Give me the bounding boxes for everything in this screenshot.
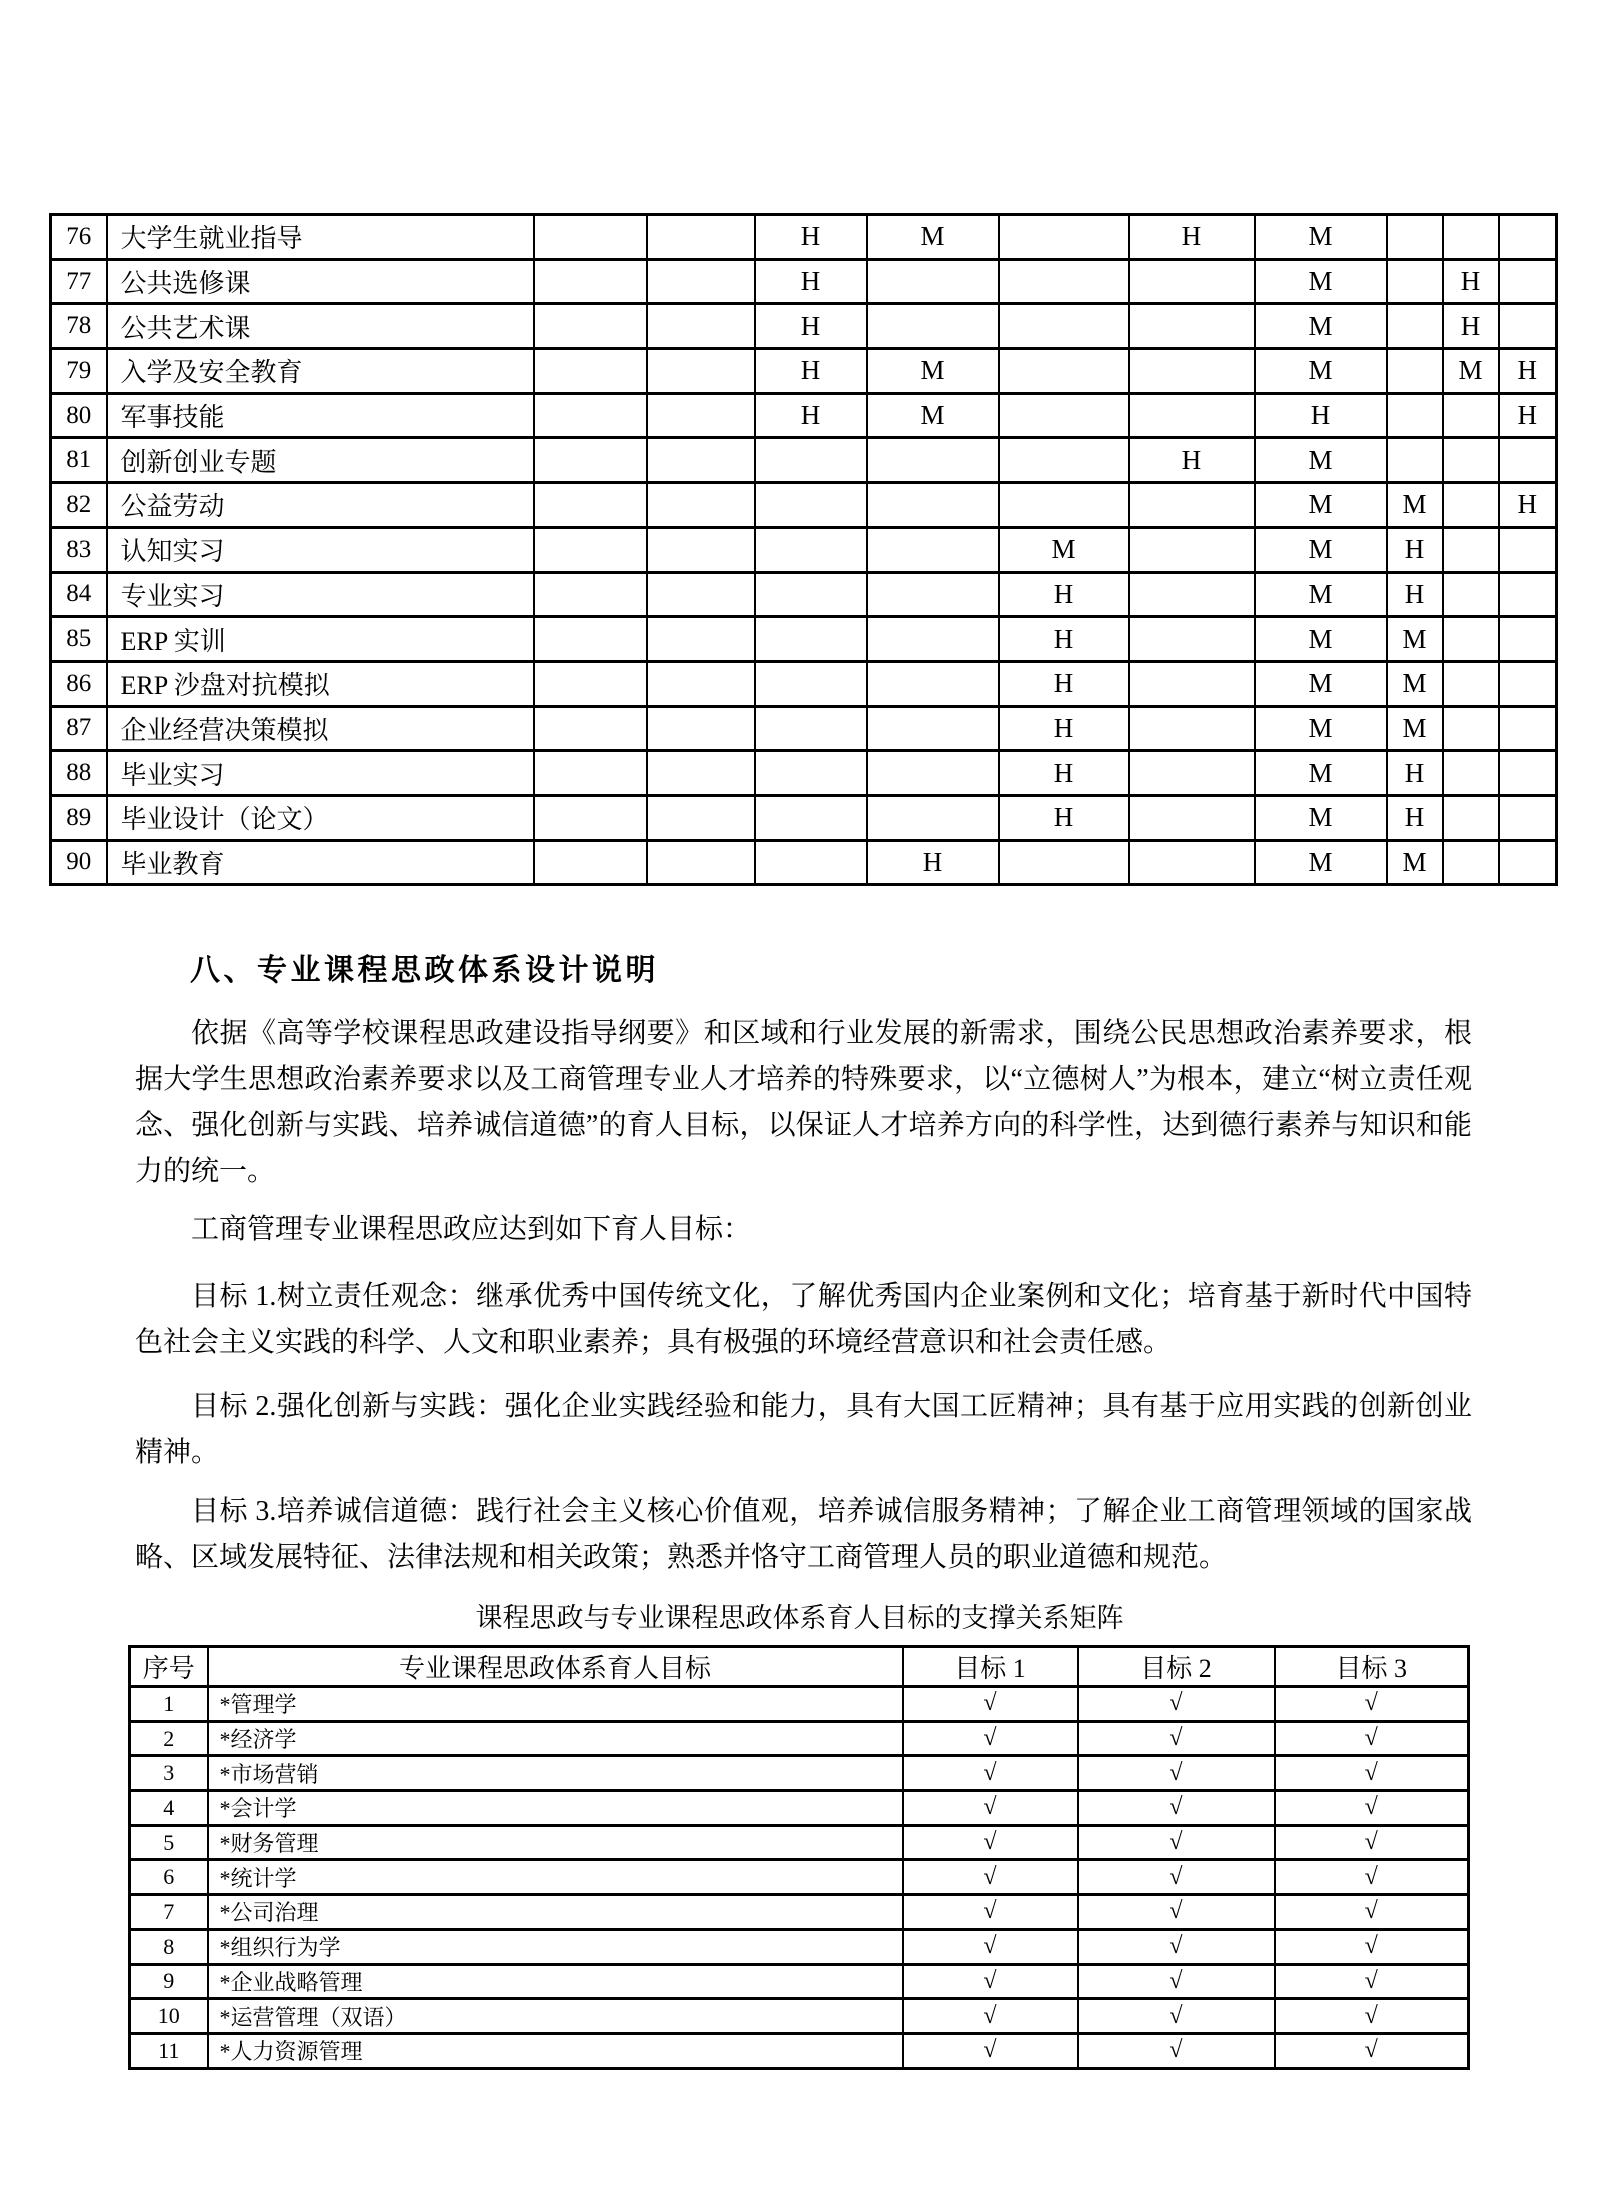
goal-check-cell: √ [1078, 1687, 1275, 1722]
support-level-cell [755, 483, 867, 528]
support-level-cell [1499, 527, 1557, 572]
support-level-cell [647, 527, 755, 572]
course-row [51, 751, 1557, 796]
course-name: 公共艺术课 [107, 304, 534, 349]
support-level-cell [1499, 751, 1557, 796]
support-level-cell: H [1387, 527, 1443, 572]
support-level-cell [1443, 527, 1499, 572]
goal-check-cell: √ [1078, 1999, 1275, 2034]
support-level-cell: M [1255, 706, 1387, 751]
support-level-cell [647, 661, 755, 706]
support-level-cell [755, 438, 867, 483]
support-level-cell [647, 259, 755, 304]
goal-check-cell: √ [1275, 1721, 1469, 1756]
support-level-cell: M [1255, 572, 1387, 617]
goal-check-cell: √ [1078, 1756, 1275, 1791]
support-level-cell: H [755, 393, 867, 438]
support-matrix-rows [130, 1687, 1469, 2069]
support-row [130, 1895, 1469, 1930]
support-level-cell [534, 527, 647, 572]
support-level-cell [534, 438, 647, 483]
course-name: *市场营销 [208, 1756, 903, 1791]
course-name: 专业实习 [107, 572, 534, 617]
support-level-cell: M [1255, 617, 1387, 662]
support-level-cell [534, 617, 647, 662]
goal-check-cell: √ [1078, 1964, 1275, 1999]
support-level-cell [534, 795, 647, 840]
support-level-cell [1499, 617, 1557, 662]
support-row [130, 1756, 1469, 1791]
support-level-cell [647, 840, 755, 885]
support-level-cell [647, 751, 755, 796]
goal-check-cell: √ [903, 1687, 1078, 1722]
course-number: 80 [51, 393, 107, 438]
header-goal-3: 目标 3 [1275, 1647, 1469, 1687]
course-name: 毕业设计（论文） [107, 795, 534, 840]
support-level-cell: H [999, 572, 1129, 617]
support-level-cell [534, 706, 647, 751]
goal-check-cell: √ [903, 1756, 1078, 1791]
support-row [130, 1999, 1469, 2034]
support-level-cell: M [1255, 215, 1387, 260]
support-level-cell: H [1443, 259, 1499, 304]
support-level-cell [1499, 259, 1557, 304]
support-level-cell [1129, 304, 1255, 349]
row-number: 3 [130, 1756, 208, 1791]
support-level-cell [867, 527, 999, 572]
support-level-cell: M [1387, 661, 1443, 706]
support-level-cell: M [1255, 751, 1387, 796]
support-level-cell [1129, 840, 1255, 885]
goal-check-cell: √ [1275, 1964, 1469, 1999]
goal-check-cell: √ [903, 1825, 1078, 1860]
course-name: 军事技能 [107, 393, 534, 438]
support-level-cell [1129, 572, 1255, 617]
support-level-cell: M [1255, 259, 1387, 304]
support-level-cell [1387, 304, 1443, 349]
support-level-cell [534, 259, 647, 304]
goal-check-cell: √ [1078, 1895, 1275, 1930]
support-level-cell [1443, 215, 1499, 260]
support-level-cell [1129, 259, 1255, 304]
support-level-cell [1387, 259, 1443, 304]
row-number: 10 [130, 1999, 208, 2034]
paragraph-goal-1: 目标 1.树立责任观念：继承优秀中国传统文化，了解优秀国内企业案例和文化；培育基于新时代中国特色社会主义实践的科学、人文和职业素养；具有极强的环境经营意识和社会责任感。 [135, 1281, 1472, 1358]
support-level-cell [1499, 706, 1557, 751]
support-level-cell [1129, 751, 1255, 796]
support-level-cell [1387, 215, 1443, 260]
course-name: *经济学 [208, 1721, 903, 1756]
support-level-cell: M [1255, 527, 1387, 572]
support-level-cell [867, 259, 999, 304]
support-level-cell: H [867, 840, 999, 885]
row-number: 6 [130, 1860, 208, 1895]
support-level-cell: H [999, 617, 1129, 662]
support-level-cell [755, 706, 867, 751]
course-row [51, 572, 1557, 617]
support-level-cell: H [755, 259, 867, 304]
support-level-cell [867, 795, 999, 840]
support-level-cell: H [1255, 393, 1387, 438]
course-number: 85 [51, 617, 107, 662]
support-level-cell [1443, 483, 1499, 528]
support-level-cell [755, 572, 867, 617]
support-level-cell: M [1255, 304, 1387, 349]
goal-check-cell: √ [903, 1721, 1078, 1756]
goal-check-cell: √ [1275, 1929, 1469, 1964]
support-level-cell [1129, 393, 1255, 438]
course-name: *企业战略管理 [208, 1964, 903, 1999]
support-level-cell [1443, 795, 1499, 840]
support-level-cell: M [1255, 795, 1387, 840]
support-level-cell [999, 304, 1129, 349]
course-number: 90 [51, 840, 107, 885]
support-level-cell: H [1499, 483, 1557, 528]
support-level-cell [1443, 438, 1499, 483]
course-name: 公益劳动 [107, 483, 534, 528]
course-name: 公共选修课 [107, 259, 534, 304]
support-level-cell: M [999, 527, 1129, 572]
paragraph-goals-intro: 工商管理专业课程思政应达到如下育人目标： [191, 1214, 752, 1245]
support-level-cell [867, 617, 999, 662]
support-row [130, 1721, 1469, 1756]
support-level-cell [755, 751, 867, 796]
row-number: 11 [130, 2033, 208, 2068]
support-level-cell: H [1387, 572, 1443, 617]
support-level-cell: H [1387, 751, 1443, 796]
support-level-cell [1499, 795, 1557, 840]
support-level-cell [647, 572, 755, 617]
course-number: 88 [51, 751, 107, 796]
section-body [135, 1011, 1472, 1581]
course-matrix-rows [51, 215, 1557, 885]
support-level-cell: H [999, 795, 1129, 840]
support-level-cell [534, 349, 647, 394]
support-level-cell: H [1499, 393, 1557, 438]
course-number: 83 [51, 527, 107, 572]
support-level-cell [647, 304, 755, 349]
goal-check-cell: √ [1078, 2033, 1275, 2068]
support-level-cell [1443, 751, 1499, 796]
goal-check-cell: √ [903, 1860, 1078, 1895]
course-name: 大学生就业指导 [107, 215, 534, 260]
support-level-cell [534, 751, 647, 796]
support-level-cell: H [999, 751, 1129, 796]
support-level-cell: H [1499, 349, 1557, 394]
support-level-cell: M [1387, 840, 1443, 885]
support-level-cell [534, 304, 647, 349]
course-number: 89 [51, 795, 107, 840]
support-level-cell [647, 483, 755, 528]
course-number: 86 [51, 661, 107, 706]
support-row [130, 2033, 1469, 2068]
course-ideology-matrix-table [49, 213, 1558, 886]
course-name: 入学及安全教育 [107, 349, 534, 394]
course-name: *会计学 [208, 1791, 903, 1826]
header-goal-2: 目标 2 [1078, 1647, 1275, 1687]
course-name: *财务管理 [208, 1825, 903, 1860]
support-level-cell [1499, 215, 1557, 260]
course-row [51, 304, 1557, 349]
support-level-cell [1499, 438, 1557, 483]
support-level-cell [755, 795, 867, 840]
support-level-cell: M [1387, 706, 1443, 751]
support-level-cell: H [755, 349, 867, 394]
support-level-cell [647, 795, 755, 840]
support-level-cell [534, 840, 647, 885]
support-level-cell [867, 304, 999, 349]
paragraph-goal-2: 目标 2.强化创新与实践：强化企业实践经验和能力，具有大国工匠精神；具有基于应用实践的创新创业精神。 [135, 1391, 1472, 1468]
support-level-cell [1443, 840, 1499, 885]
header-course-goal-name: 专业课程思政体系育人目标 [208, 1647, 903, 1687]
support-row [130, 1929, 1469, 1964]
course-name: ERP 沙盘对抗模拟 [107, 661, 534, 706]
support-level-cell [867, 483, 999, 528]
support-level-cell [1129, 795, 1255, 840]
course-name: ERP 实训 [107, 617, 534, 662]
paragraph-goal-3: 目标 3.培养诚信道德：践行社会主义核心价值观，培养诚信服务精神；了解企业工商管理领域的国家战略、区域发展特征、法律法规和相关政策；熟悉并恪守工商管理人员的职业道德和规范。 [135, 1496, 1472, 1573]
goal-check-cell: √ [903, 1964, 1078, 1999]
support-level-cell [755, 527, 867, 572]
course-row [51, 483, 1557, 528]
goal-check-cell: √ [1275, 1999, 1469, 2034]
course-name: *统计学 [208, 1860, 903, 1895]
course-number: 77 [51, 259, 107, 304]
support-level-cell: M [1387, 483, 1443, 528]
course-number: 82 [51, 483, 107, 528]
course-name: 毕业实习 [107, 751, 534, 796]
course-number: 81 [51, 438, 107, 483]
goal-check-cell: √ [1275, 2033, 1469, 2068]
header-goal-1: 目标 1 [903, 1647, 1078, 1687]
support-level-cell [999, 349, 1129, 394]
support-level-cell: M [1255, 661, 1387, 706]
course-row [51, 617, 1557, 662]
support-level-cell: M [867, 349, 999, 394]
course-row [51, 527, 1557, 572]
course-number: 84 [51, 572, 107, 617]
goal-check-cell: √ [903, 1791, 1078, 1826]
support-level-cell [755, 840, 867, 885]
course-row [51, 795, 1557, 840]
support-level-cell: H [755, 215, 867, 260]
goal-check-cell: √ [1078, 1860, 1275, 1895]
course-row [51, 661, 1557, 706]
support-level-cell [1387, 349, 1443, 394]
support-level-cell: M [1387, 617, 1443, 662]
support-level-cell: H [1129, 215, 1255, 260]
support-level-cell [1499, 304, 1557, 349]
course-row [51, 393, 1557, 438]
support-level-cell: H [1129, 438, 1255, 483]
support-level-cell [999, 840, 1129, 885]
goal-check-cell: √ [1078, 1791, 1275, 1826]
course-number: 78 [51, 304, 107, 349]
support-level-cell [534, 393, 647, 438]
row-number: 9 [130, 1964, 208, 1999]
course-name: 认知实习 [107, 527, 534, 572]
goal-check-cell: √ [903, 1895, 1078, 1930]
support-level-cell [1387, 393, 1443, 438]
support-level-cell [1499, 661, 1557, 706]
support-level-cell [1129, 483, 1255, 528]
course-name: 企业经营决策模拟 [107, 706, 534, 751]
support-level-cell: H [755, 304, 867, 349]
support-level-cell [647, 706, 755, 751]
support-level-cell: H [999, 661, 1129, 706]
course-row [51, 349, 1557, 394]
goal-check-cell: √ [1078, 1721, 1275, 1756]
support-level-cell [534, 661, 647, 706]
support-level-cell [1443, 393, 1499, 438]
support-level-cell [999, 483, 1129, 528]
support-level-cell [647, 438, 755, 483]
goal-check-cell: √ [1275, 1687, 1469, 1722]
support-level-cell [999, 259, 1129, 304]
goal-check-cell: √ [1275, 1791, 1469, 1826]
support-level-cell: M [1443, 349, 1499, 394]
course-row [51, 259, 1557, 304]
support-level-cell [999, 215, 1129, 260]
support-level-cell [867, 438, 999, 483]
support-row [130, 1860, 1469, 1895]
course-row [51, 215, 1557, 260]
support-level-cell [755, 661, 867, 706]
support-row [130, 1791, 1469, 1826]
support-level-cell [867, 706, 999, 751]
course-row [51, 706, 1557, 751]
support-row [130, 1964, 1469, 1999]
goal-check-cell: √ [1078, 1825, 1275, 1860]
header-serial-no: 序号 [130, 1647, 208, 1687]
support-level-cell: M [1255, 349, 1387, 394]
section-heading: 八、专业课程思政体系设计说明 [190, 954, 659, 987]
row-number: 4 [130, 1791, 208, 1826]
paragraph-design-basis: 依据《高等学校课程思政建设指导纲要》和区域和行业发展的新需求，围绕公民思想政治素养要求，根据大学生思想政治素养要求以及工商管理专业人才培养的特殊要求，以“立德树人”为根本，建立“树立责任观念、强化创新与实践、培养诚信道德”的育人目标，以保证人才培养方向的科学性，达到德行素养与知识和能力的统一。 [135, 1018, 1472, 1187]
support-matrix-table [128, 1645, 1470, 2070]
row-number: 2 [130, 1721, 208, 1756]
support-level-cell [647, 349, 755, 394]
support-matrix-header-row [130, 1647, 1469, 1687]
support-level-cell [1129, 661, 1255, 706]
course-name: 毕业教育 [107, 840, 534, 885]
row-number: 5 [130, 1825, 208, 1860]
support-level-cell [1443, 706, 1499, 751]
row-number: 1 [130, 1687, 208, 1722]
support-level-cell [1129, 617, 1255, 662]
goal-check-cell: √ [903, 1999, 1078, 2034]
course-name: 创新创业专题 [107, 438, 534, 483]
support-level-cell [867, 661, 999, 706]
goal-check-cell: √ [903, 2033, 1078, 2068]
support-level-cell [867, 751, 999, 796]
support-level-cell: M [1255, 840, 1387, 885]
support-row [130, 1687, 1469, 1722]
course-number: 87 [51, 706, 107, 751]
support-level-cell: M [1255, 483, 1387, 528]
support-level-cell [534, 572, 647, 617]
support-level-cell [867, 572, 999, 617]
row-number: 7 [130, 1895, 208, 1930]
support-level-cell [1129, 349, 1255, 394]
goal-check-cell: √ [1275, 1825, 1469, 1860]
support-level-cell [1499, 840, 1557, 885]
support-level-cell [647, 215, 755, 260]
course-name: *人力资源管理 [208, 2033, 903, 2068]
goal-check-cell: √ [1275, 1756, 1469, 1791]
support-level-cell [534, 215, 647, 260]
support-level-cell: H [999, 706, 1129, 751]
support-level-cell: H [1443, 304, 1499, 349]
course-name: *组织行为学 [208, 1929, 903, 1964]
goal-check-cell: √ [903, 1929, 1078, 1964]
support-level-cell [1129, 527, 1255, 572]
support-level-cell [647, 393, 755, 438]
course-name: *公司治理 [208, 1895, 903, 1930]
support-level-cell [1443, 617, 1499, 662]
support-level-cell [1387, 438, 1443, 483]
support-row [130, 1825, 1469, 1860]
support-level-cell [1443, 572, 1499, 617]
support-level-cell: M [867, 393, 999, 438]
course-row [51, 438, 1557, 483]
goal-check-cell: √ [1078, 1929, 1275, 1964]
support-level-cell [1499, 572, 1557, 617]
support-level-cell: H [1387, 795, 1443, 840]
support-level-cell [999, 393, 1129, 438]
course-row [51, 840, 1557, 885]
support-matrix-title: 课程思政与专业课程思政体系育人目标的支撑关系矩阵 [475, 1603, 1124, 1633]
goal-check-cell: √ [1275, 1860, 1469, 1895]
row-number: 8 [130, 1929, 208, 1964]
course-number: 79 [51, 349, 107, 394]
support-level-cell [999, 438, 1129, 483]
support-level-cell: M [867, 215, 999, 260]
goal-check-cell: √ [1275, 1895, 1469, 1930]
support-level-cell [534, 483, 647, 528]
support-level-cell: M [1255, 438, 1387, 483]
support-level-cell [755, 617, 867, 662]
course-name: *运营管理（双语） [208, 1999, 903, 2034]
support-level-cell [647, 617, 755, 662]
course-name: *管理学 [208, 1687, 903, 1722]
support-level-cell [1443, 661, 1499, 706]
support-level-cell [1129, 706, 1255, 751]
course-number: 76 [51, 215, 107, 260]
